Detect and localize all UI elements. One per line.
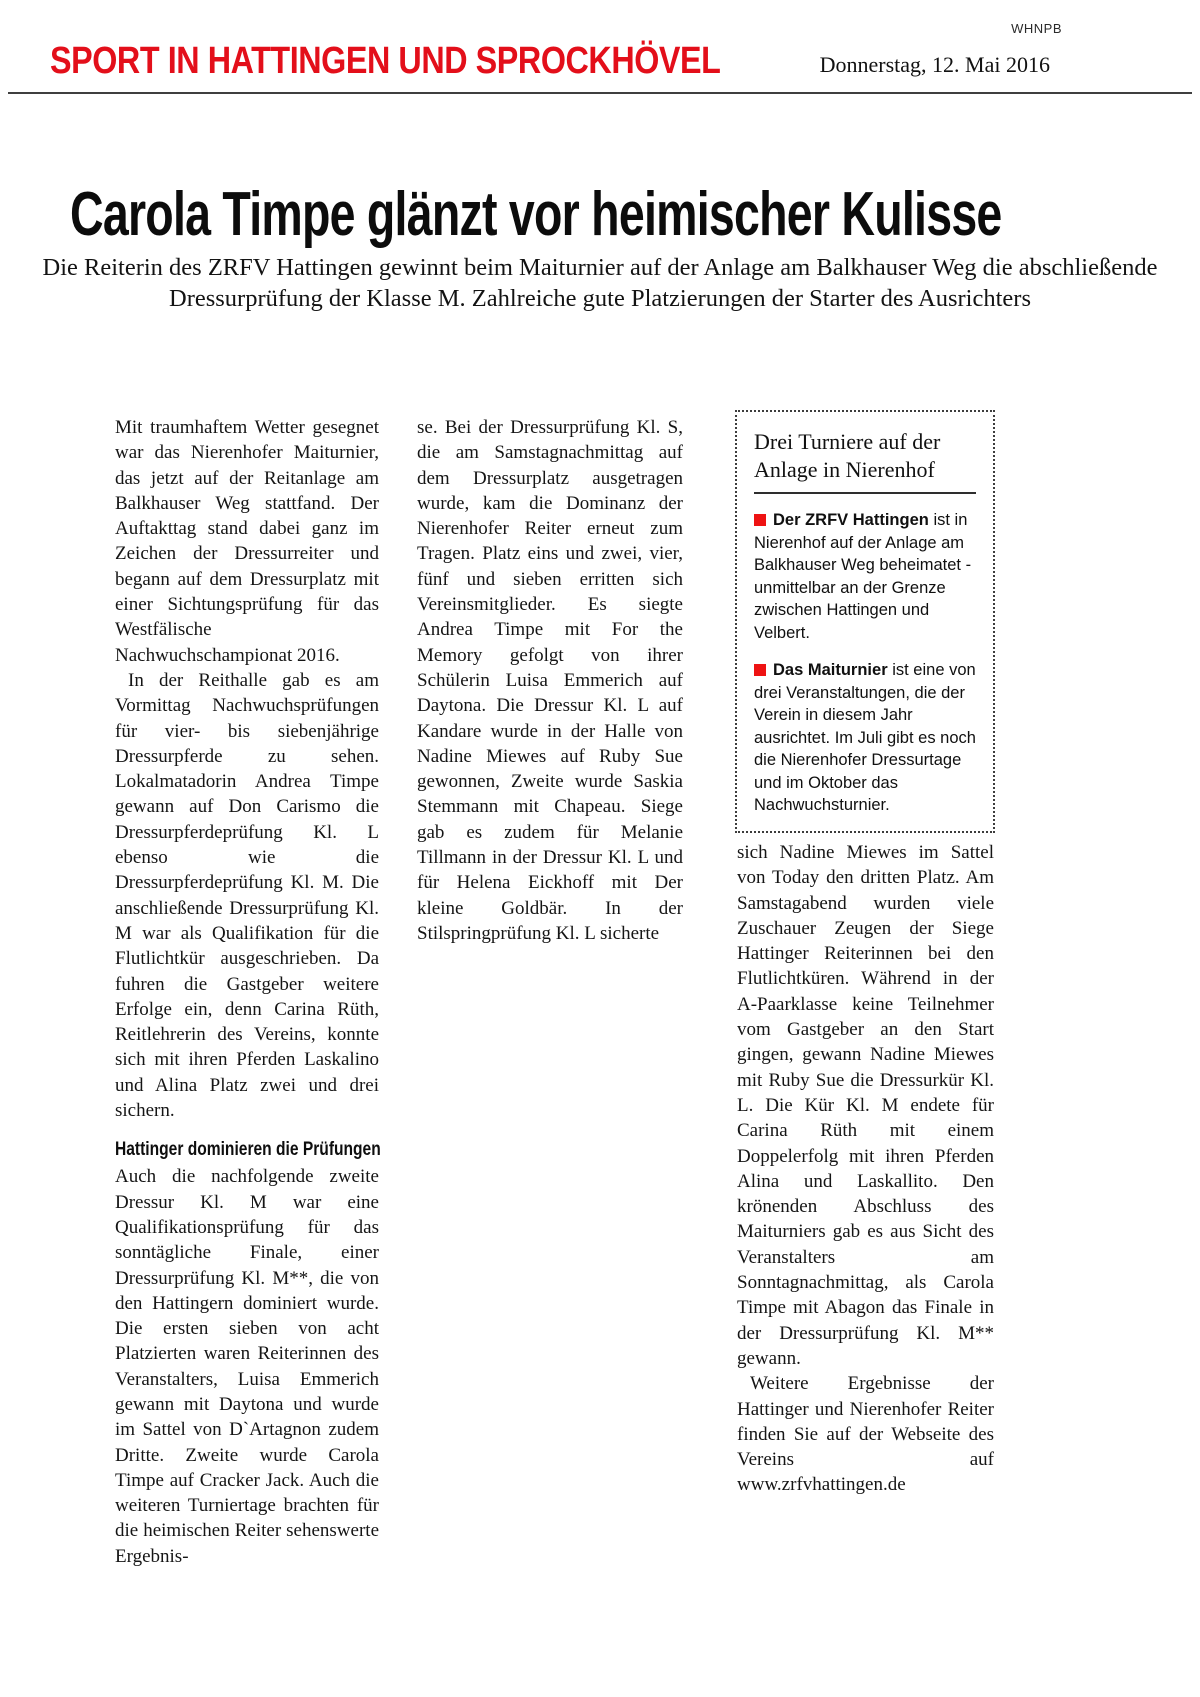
- infobox-item-lead: Der ZRFV Hattingen: [773, 511, 929, 529]
- article-headline-row: [70, 176, 1200, 254]
- infobox-item-text: ist in Nierenhof auf der Anlage am Balkhauser Weg beheimatet - unmittelbar an der Grenze zwischen Hattingen und Velbert.: [754, 511, 972, 642]
- infobox-title: Drei Turniere auf der Anlage in Nierenhof: [754, 428, 976, 494]
- paragraph: In der Reithalle gab es am Vormittag Nachwuchsprüfungen für vier- bis siebenjährige Dressurpferde zu sehen. Lokalmatadorin Andrea Timpe gewann auf Don Carismo die Dressurpferdeprüfung Kl. L ebenso wie die Dressurpferdeprüfung Kl. M. Die anschließende Dressurprüfung Kl. M war als Qualifikation für die Flutlichtkür ausgeschrieben. Da fuhren die Gastgeber weitere Erfolge ein, denn Carina Rüth, Reitlehrerin des Vereins, konnte sich mit ihren Pferden Laskalino und Alina Platz zwei und drei sichern.: [115, 669, 379, 1122]
- info-box: [735, 410, 995, 833]
- article-column-1: [115, 415, 379, 1569]
- paragraph: Mit traumhaftem Wetter gesegnet war das Nierenhofer Maiturnier, das jetzt auf der Reitanlage am Balkhauser Weg stattfand. Der Auftakttag stand dabei ganz im Zeichen der Dressurreiter und begann auf dem Dressurplatz mit einer Sichtungsprüfung für das Westfälische Nachwuchschampionat 2016.: [115, 417, 379, 666]
- paragraph: se. Bei der Dressurprüfung Kl. S, die am Samstagnachmittag auf dem Dressurplatz ausgetragen wurde, kam die Dominanz der Nierenhofer Reiter erneut zum Tragen. Platz eins und zwei, vier, fünf und sieben erritten sich Vereinsmitglieder. Es siegte Andrea Timpe mit For the Memory gefolgt von ihrer Schülerin Luisa Emmerich auf Daytona. Die Dressur Kl. L auf Kandare wurde in der Halle von Nadine Miewes auf Ruby Sue gewonnen, Zweite wurde Saskia Stemmann mit Chapeau. Siege gab es zudem für Melanie Tillmann in der Dressur Kl. L und für Helena Eickhoff mit Der kleine Goldbär. In der Stilspringprüfung Kl. L sicherte: [417, 417, 683, 944]
- article-headline: Carola Timpe glänzt vor heimischer Kulisse: [70, 180, 1002, 249]
- page-date: Donnerstag, 12. Mai 2016: [819, 52, 1050, 77]
- article-column-3: [737, 840, 994, 1498]
- infobox-item-paragraph: [754, 659, 976, 817]
- paragraph: sich Nadine Miewes im Sattel von Today den dritten Platz. Am Samstagabend wurden viele Zuschauer Zeugen der Siege Hattinger Reiterinnen bei den Flutlichtküren. Während in der A-Paarklasse keine Teilnehmer vom Gastgeber an den Start gingen, gewann Nadine Miewes mit Ruby Sue die Dressurkür Kl. L. Die Kür Kl. M endete für Carina Rüth mit einem Doppelerfolg mit ihren Pferden Alina und Laskallito. Den krönenden Abschluss des Maiturniers gab es aus Sicht des Veranstalters am Sonntagnachmittag, als Carola Timpe mit Abagon das Finale in der Dressurprüfung Kl. M** gewann.: [737, 842, 994, 1369]
- section-header: [50, 40, 839, 82]
- article-deck: Die Reiterin des ZRFV Hattingen gewinnt beim Maiturnier auf der Anlage am Balkhauser Weg die abschließende Dressurprüfung der Klasse M. Zahlreiche gute Platzierungen der Starter des Ausrichters: [42, 254, 1158, 312]
- infobox-item-text: ist eine von drei Veranstaltungen, die der Verein in diesem Jahr ausrichtet. Im Juli gibt es noch die Nierenhofer Dressurtage und im Oktober das Nachwuchsturnier.: [754, 661, 976, 814]
- crosshead-row: [115, 1135, 379, 1159]
- article-column-2: [417, 415, 683, 946]
- crosshead: Hattinger dominieren die Prüfungen: [115, 1139, 381, 1161]
- red-square-bullet: [754, 664, 766, 676]
- infobox-item: [754, 509, 976, 644]
- section-title: SPORT IN HATTINGEN UND SPROCKHÖVEL: [50, 40, 721, 82]
- infobox-item-paragraph: [754, 509, 976, 644]
- infobox-item: [754, 659, 976, 817]
- header-rule: [8, 92, 1192, 94]
- edition-code: WHNPB: [1011, 21, 1062, 36]
- infobox-item-lead: Das Maiturnier: [773, 661, 888, 679]
- red-square-bullet: [754, 514, 766, 526]
- paragraph: Auch die nachfolgende zweite Dressur Kl. M war eine Qualifikationsprüfung für das sonntägliche Finale, einer Dressurprüfung Kl. M**, die von den Hattingern dominiert wurde. Die ersten sieben von acht Platzierten waren Reiterinnen des Veranstalters, Luisa Emmerich gewann mit Daytona und wurde im Sattel von D`Artagnon zudem Dritte. Zweite wurde Carola Timpe auf Cracker Jack. Auch die weiteren Turniertage brachten für die heimischen Reiter sehenswerte Ergebnis-: [115, 1166, 379, 1567]
- paragraph: Weitere Ergebnisse der Hattinger und Nierenhofer Reiter finden Sie auf der Webseite des Vereins auf www.zrfvhattingen.de: [737, 1373, 994, 1496]
